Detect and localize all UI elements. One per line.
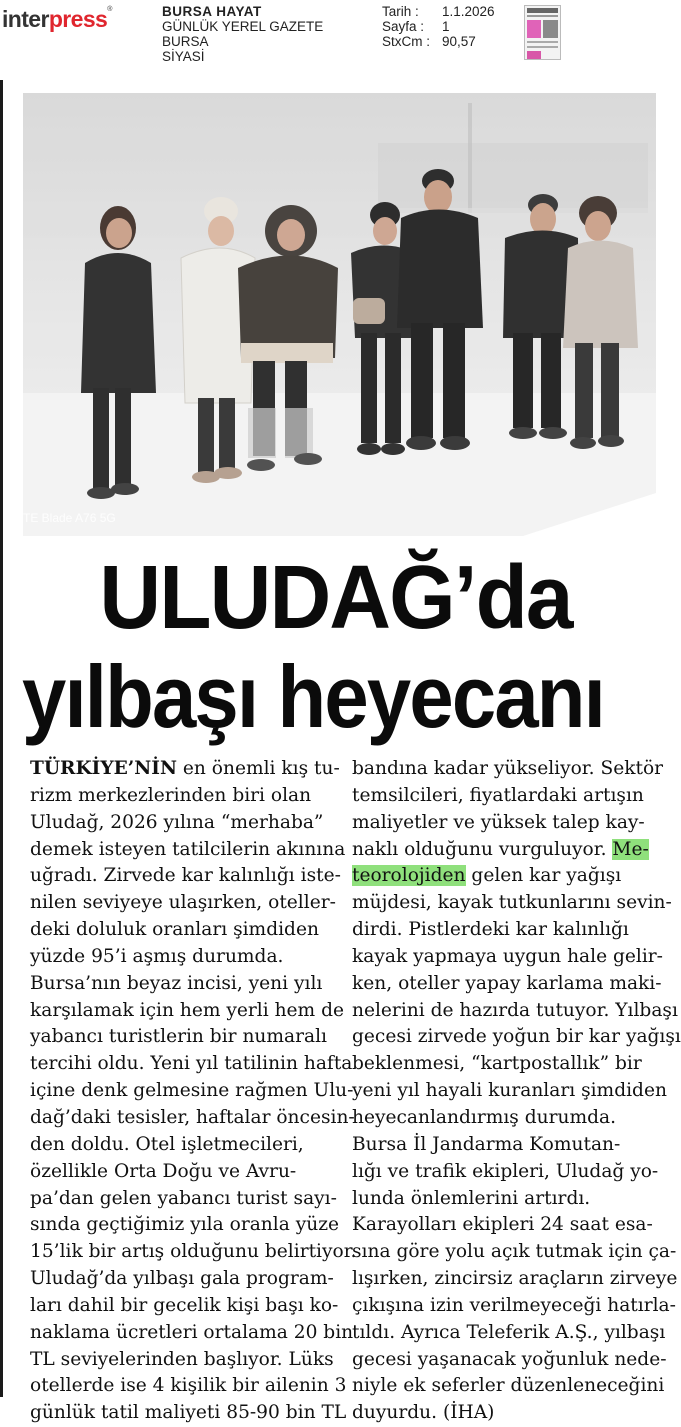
article-line: nilen seviyeye ulaşırken, oteller- (30, 892, 336, 914)
article-line: maliyetler ve yüksek talep kay- (352, 811, 645, 833)
article-line: uğradı. Zirvede kar kalınlığı iste- (30, 865, 341, 887)
publication-type: GÜNLÜK YEREL GAZETE (162, 19, 324, 34)
article-line: gecesi zirvede yoğun bir kar yağışı (352, 1026, 681, 1048)
article-line: otellerde ise 4 kişilik bir ailenin 3 (30, 1375, 347, 1397)
article-line: deki doluluk oranları şimdiden (30, 919, 319, 941)
stxcm-value: 90,57 (442, 34, 476, 49)
logo-accent-text: press (48, 6, 108, 32)
stxcm-label: StxCm : (382, 34, 431, 49)
article-line: lunda önlemlerini artırdı. (352, 1187, 591, 1209)
article-line: çıkışına izin verilmeyeceği hatırla- (352, 1294, 676, 1316)
article-line: lığı ve trafik ekipleri, Uludağ yo- (352, 1160, 659, 1182)
publication-city: BURSA (162, 34, 209, 49)
article-line: Uludağ, 2026 yılına “merhaba” (30, 811, 324, 833)
page-label: Sayfa : (382, 19, 425, 34)
article-line: Bursa İl Jandarma Komutan- (352, 1133, 621, 1155)
article-line: heyecanlandırmış durumda. (352, 1106, 617, 1128)
article-line: kayak yapmaya uygun hale gelir- (352, 945, 663, 967)
date-value: 1.1.2026 (442, 4, 495, 19)
article-line: Uludağ’da yılbaşı gala program- (30, 1268, 334, 1290)
article-line: yeni yıl hayali kuranları şimdiden (352, 1080, 667, 1102)
date-row (382, 4, 495, 19)
page-thumbnail[interactable] (524, 5, 561, 60)
article-column-1 (30, 756, 356, 1427)
publication-info (162, 4, 323, 64)
article-line: sında geçtiğimiz yıla oranla yüze (30, 1214, 339, 1236)
headline-line-1: ULUDAĞ’da (99, 548, 572, 648)
photo-watermark: TE Blade A76 5G (23, 511, 116, 525)
article-line: beklenmesi, “kartpostallık” bir (352, 1053, 642, 1075)
article-line: teorolojiden gelen kar yağışı (352, 865, 622, 887)
article-line: karşılamak için hem yerli hem de (30, 999, 344, 1021)
article-line: naklama ücretleri ortalama 20 bin (30, 1321, 354, 1343)
stxcm-row (382, 34, 495, 49)
article-lead: TÜRKİYE’NİN (30, 758, 177, 779)
headline-line-2: yılbaşı heyecanı (22, 647, 604, 746)
article-line: günlük tatil maliyeti 85-90 bin TL (30, 1402, 347, 1424)
article-line: dağ’daki tesisler, haftalar öncesin- (30, 1106, 355, 1128)
article-line: naklı olduğunu vurguluyor. Me- (352, 838, 649, 860)
article-line: temsilcileri, fiyatlardaki artışın (352, 784, 644, 806)
date-label: Tarih : (382, 4, 419, 19)
clipping-details (382, 4, 495, 49)
article-line: ken, oteller yapay karlama maki- (352, 972, 662, 994)
group-photo-snow (23, 93, 656, 536)
highlighted-term: teorolojiden (352, 865, 466, 887)
article-line: den doldu. Otel işletmecileri, (30, 1133, 304, 1155)
publication-name: BURSA HAYAT (162, 4, 262, 19)
page-value: 1 (442, 19, 450, 34)
article-line: müjdesi, kayak tutkunlarını sevin- (352, 892, 672, 914)
article-line: içine denk gelmesine rağmen Ulu- (30, 1080, 354, 1102)
left-border-line (0, 80, 3, 1397)
photo-illustration (23, 93, 656, 536)
article-column-2 (352, 756, 681, 1427)
article-line: özellikle Orta Doğu ve Avru- (30, 1160, 297, 1182)
article-line: niyle ek seferler düzenleneceğini (352, 1375, 665, 1397)
article-line: TL seviyelerinden başlıyor. Lüks (30, 1348, 334, 1370)
article-line: demek isteyen tatilcilerin akınına (30, 838, 346, 860)
article-line: Karayolları ekipleri 24 saat esa- (352, 1214, 653, 1236)
article-line: TÜRKİYE’NİN en önemli kış tu- (30, 758, 340, 779)
article-line: tercihi oldu. Yeni yıl tatilinin hafta (30, 1053, 353, 1075)
article-line: bandına kadar yükseliyor. Sektör (352, 758, 664, 779)
page-row (382, 19, 495, 34)
article-line: yabancı turistlerin bir numaralı (30, 1026, 327, 1048)
article-line: rizm merkezlerinden biri olan (30, 784, 312, 806)
logo-text: inter (2, 6, 49, 32)
registered-mark: ® (107, 6, 112, 13)
article-line: 15’lik bir artış olduğunu belirtiyor. (30, 1241, 357, 1263)
article-line: sına göre yolu açık tutmak için ça- (352, 1241, 677, 1263)
article-line: gecesi yaşanacak yoğunluk nede- (352, 1348, 667, 1370)
article-line: tıldı. Ayrıca Teleferik A.Ş., yılbaşı (352, 1321, 666, 1343)
article-line: yüzde 95’i aşmış durumda. (30, 945, 284, 967)
article-line: duyurdu. (İHA) (352, 1402, 495, 1424)
article-line: lışırken, zincirsiz araçların zirveye (352, 1268, 678, 1290)
article-line: nelerini de hazırda tutuyor. Yılbaşı (352, 999, 678, 1021)
article-line: pa’dan gelen yabancı turist sayı- (30, 1187, 337, 1209)
article-line: Bursa’nın beyaz incisi, yeni yılı (30, 972, 323, 994)
article-line: dirdi. Pistlerdeki kar kalınlığı (352, 919, 629, 941)
publication-category: SİYASİ (162, 49, 205, 64)
article-line: ları dahil bir gecelik kişi başı ko- (30, 1294, 339, 1316)
highlighted-term: Me- (612, 838, 649, 860)
interpress-logo (2, 6, 112, 33)
